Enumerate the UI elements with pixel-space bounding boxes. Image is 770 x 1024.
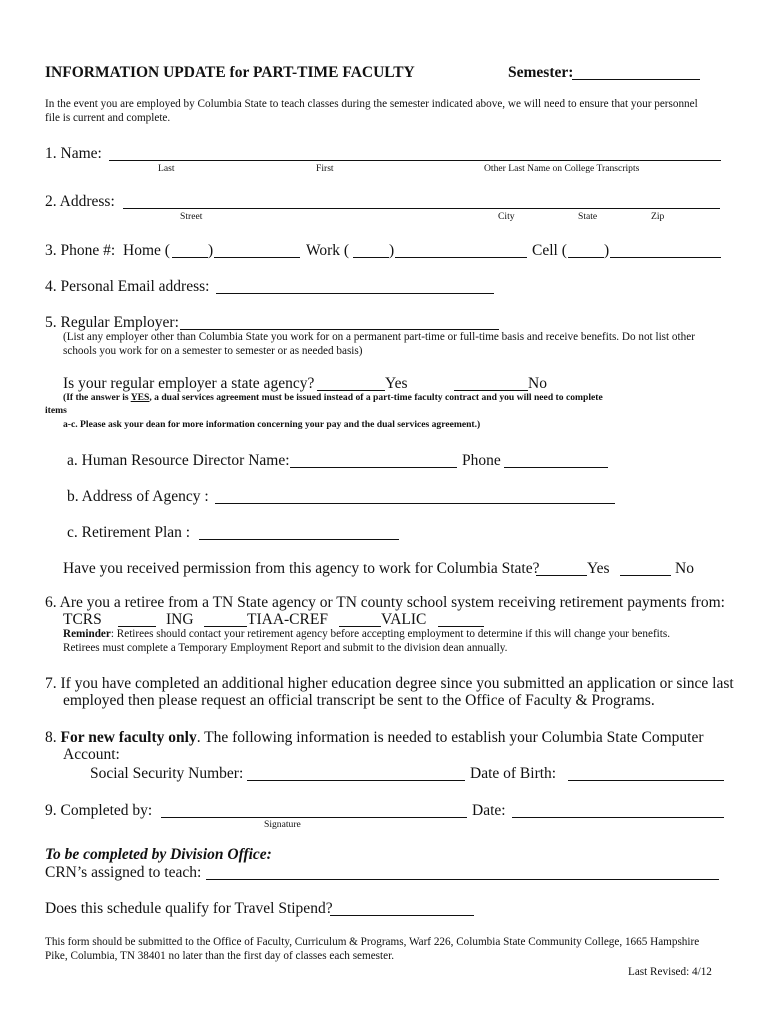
address-sub-state: State [578, 211, 598, 222]
hr-director-field[interactable] [290, 467, 457, 468]
permission-no-field[interactable] [620, 575, 671, 576]
ssn-field[interactable] [247, 780, 465, 781]
crn-field[interactable] [206, 879, 719, 880]
phone-cell-number-field[interactable] [610, 257, 721, 258]
employer-note-2: schools you work for on a semester to semester or as needed basis) [63, 345, 363, 357]
state-agency-yes-label: Yes [385, 375, 408, 392]
new-faculty-line-2: Account: [63, 746, 120, 763]
employer-label: 5. Regular Employer: [45, 314, 179, 331]
semester-field[interactable] [572, 79, 700, 80]
ssn-label: Social Security Number: [90, 765, 244, 782]
phone-home-number-field[interactable] [214, 257, 300, 258]
completed-by-label: 9. Completed by: [45, 802, 153, 819]
last-revised: Last Revised: 4/12 [628, 966, 712, 978]
ing-label: ING [166, 611, 194, 628]
dual-services-note-end: a-c. Please ask your dean for more information concerning your pay and the dual services agreement.) [63, 419, 481, 430]
name-sub-last: Last [158, 163, 175, 174]
email-label: 4. Personal Email address: [45, 278, 210, 295]
address-sub-zip: Zip [651, 211, 665, 222]
name-label: 1. Name: [45, 145, 102, 162]
state-agency-no-field[interactable] [454, 390, 528, 391]
retiree-question: 6. Are you a retiree from a TN State agency or TN county school system receiving retirement payments from: [45, 594, 725, 611]
state-agency-no-label: No [528, 375, 547, 392]
intro-line-2: file is current and complete. [45, 112, 171, 124]
agency-address-label: b. Address of Agency : [67, 488, 209, 505]
crn-label: CRN’s assigned to teach: [45, 864, 202, 881]
hr-phone-label: Phone [462, 452, 501, 469]
tiaa-cref-label: TIAA-CREF [247, 611, 328, 628]
name-field[interactable] [109, 160, 721, 161]
phone-work-area-code-field[interactable] [353, 257, 389, 258]
valic-field[interactable] [438, 626, 484, 627]
permission-no-label: No [675, 560, 694, 577]
degree-line-1: 7. If you have completed an additional higher education degree since you submitted an application or since last [45, 675, 734, 692]
phone-home-area-code-field[interactable] [172, 257, 208, 258]
dob-field[interactable] [568, 780, 724, 781]
name-sub-other: Other Last Name on College Transcripts [484, 163, 640, 174]
address-sub-city: City [498, 211, 515, 222]
ing-field[interactable] [204, 626, 247, 627]
form-title: INFORMATION UPDATE for PART-TIME FACULTY [45, 64, 415, 81]
phone-work-number-field[interactable] [395, 257, 527, 258]
name-sub-first: First [316, 163, 334, 174]
phone-home-paren: ) [208, 242, 214, 259]
phone-cell-area-code-field[interactable] [568, 257, 604, 258]
tcrs-field[interactable] [118, 626, 156, 627]
phone-cell-paren: ) [604, 242, 610, 259]
dual-services-note: (If the answer is YES, a dual services agreement must be issued instead of a part-time faculty contract and you will need to complete [63, 392, 603, 403]
phone-cell-label: Cell ( [532, 242, 567, 259]
email-field[interactable] [216, 293, 494, 294]
semester-label: Semester: [508, 64, 574, 81]
division-office-heading: To be completed by Division Office: [45, 846, 272, 863]
dob-label: Date of Birth: [470, 765, 557, 782]
address-sub-street: Street [180, 211, 203, 222]
phone-work-label: Work ( [306, 242, 350, 259]
travel-stipend-field[interactable] [330, 915, 474, 916]
permission-question: Have you received permission from this agency to work for Columbia State? [63, 560, 540, 577]
footer-line-2: Pike, Columbia, TN 38401 no later than the first day of classes each semester. [45, 950, 395, 962]
date-field[interactable] [512, 817, 724, 818]
footer-line-1: This form should be submitted to the Office of Faculty, Curriculum & Programs, Warf 226, Columbia State Community College, 1665 Hampshire [45, 936, 700, 948]
intro-line-1: In the event you are employed by Columbia State to teach classes during the semester indicated above, we will need to ensure that your personnel [45, 98, 698, 110]
state-agency-question: Is your regular employer a state agency? [63, 375, 315, 392]
hr-director-label: a. Human Resource Director Name: [67, 452, 290, 469]
new-faculty-line-1: 8. For new faculty only. The following information is needed to establish your Columbia State Computer [45, 729, 704, 746]
hr-phone-field[interactable] [504, 467, 608, 468]
signature-field[interactable] [161, 817, 467, 818]
address-field[interactable] [123, 208, 720, 209]
tiaa-cref-field[interactable] [339, 626, 381, 627]
tcrs-label: TCRS [63, 611, 102, 628]
state-agency-yes-field[interactable] [317, 390, 385, 391]
employer-note-1: (List any employer other than Columbia State you work for on a permanent part-time or full-time basis and receive benefits. Do not list other [63, 331, 695, 343]
employer-field[interactable] [180, 329, 499, 330]
reminder-line-1: Reminder: Retirees should contact your retirement agency before accepting employment to determine if this will change your benefits. [63, 628, 671, 640]
date-label: Date: [472, 802, 506, 819]
signature-sub-label: Signature [264, 819, 301, 830]
retirement-plan-label: c. Retirement Plan : [67, 524, 191, 541]
phone-home-label: Home ( [123, 242, 170, 259]
reminder-line-2: Retirees must complete a Temporary Employment Report and submit to the division dean annually. [63, 642, 508, 654]
dual-services-note-items: items [45, 405, 67, 416]
address-label: 2. Address: [45, 193, 115, 210]
phone-work-paren: ) [389, 242, 395, 259]
phone-label: 3. Phone #: [45, 242, 116, 259]
permission-yes-label: Yes [587, 560, 610, 577]
valic-label: VALIC [381, 611, 427, 628]
degree-line-2: employed then please request an official transcript be sent to the Office of Faculty & Programs. [63, 692, 655, 709]
permission-yes-field[interactable] [536, 575, 587, 576]
retirement-plan-field[interactable] [199, 539, 399, 540]
travel-stipend-question: Does this schedule qualify for Travel Stipend? [45, 900, 333, 917]
agency-address-field[interactable] [215, 503, 615, 504]
